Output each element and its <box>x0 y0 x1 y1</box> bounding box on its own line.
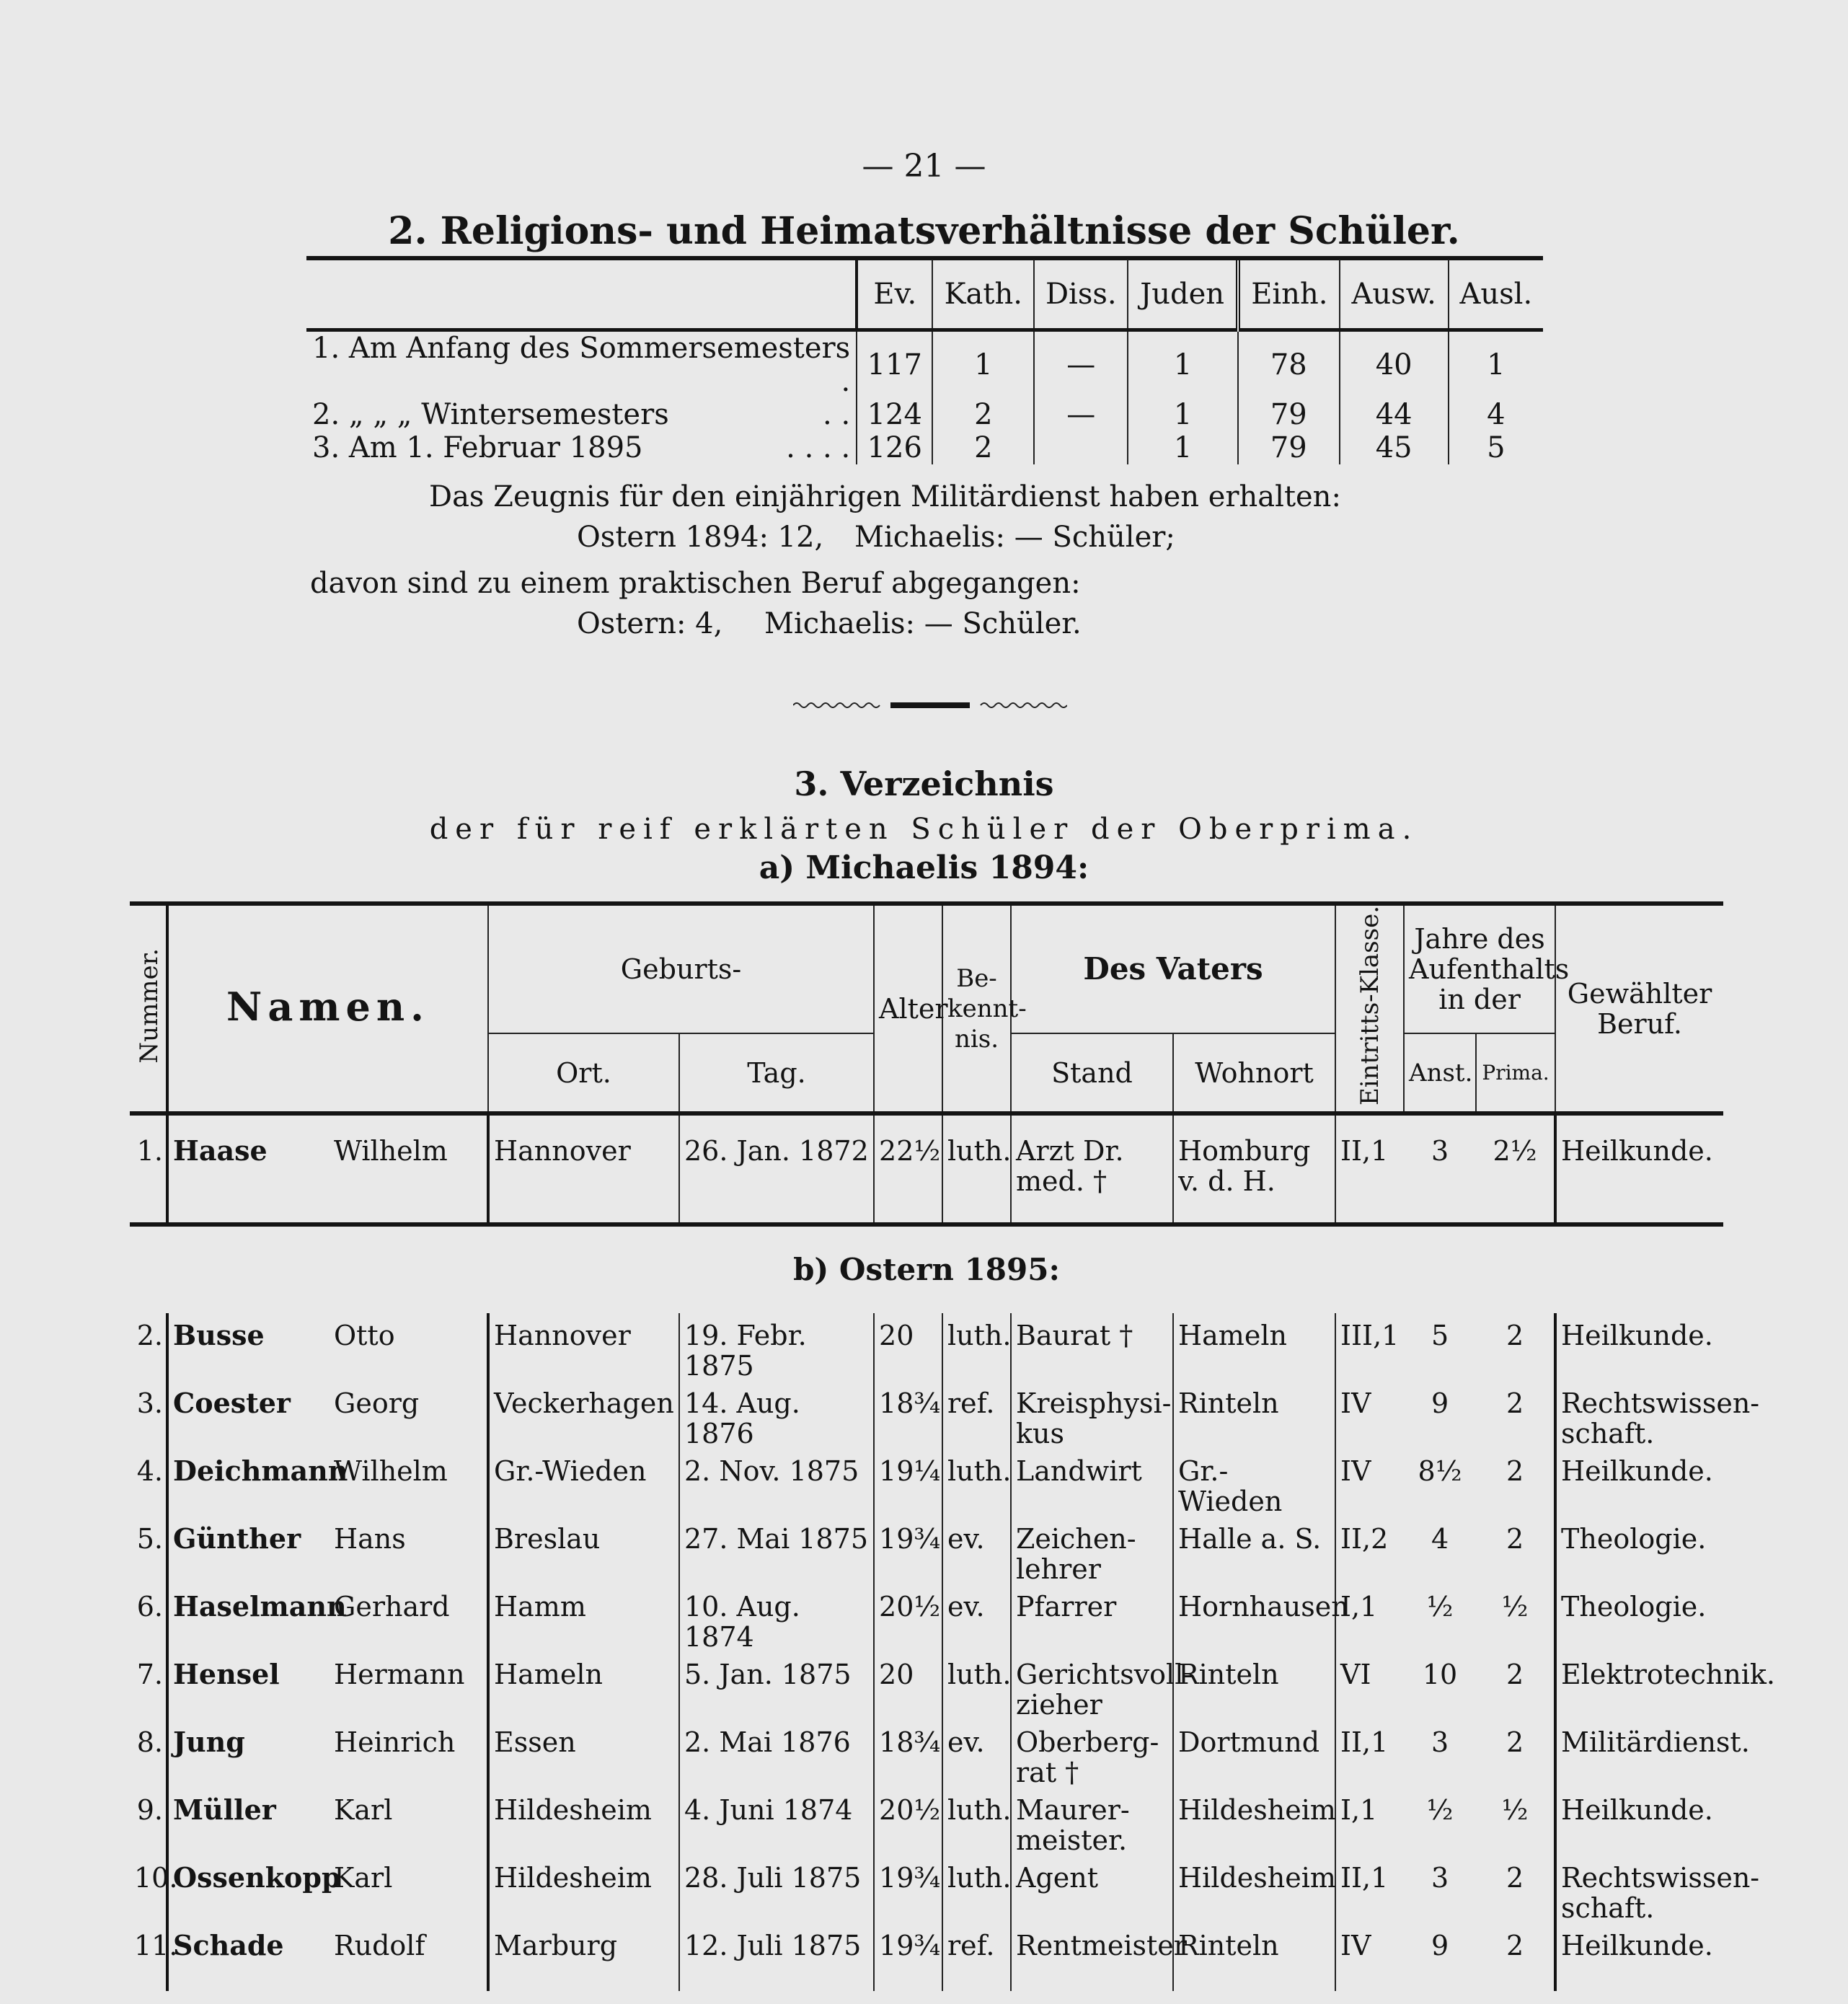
religion-cell: — <box>1034 398 1128 431</box>
student-alter: 19¼ <box>874 1449 942 1517</box>
religion-cell: 44 <box>1340 398 1449 431</box>
header-stand: Stand <box>1011 1033 1173 1113</box>
religion-cell: 126 <box>857 431 932 464</box>
col-diss: Diss. <box>1034 260 1128 330</box>
student-alter: 19¾ <box>874 1923 942 1991</box>
student-anst: 8½ <box>1418 1455 1462 1488</box>
student-row <box>130 1584 1723 1652</box>
col-ausw: Ausw. <box>1340 260 1449 330</box>
religion-table-corner <box>306 260 857 330</box>
religion-cell <box>1034 431 1128 464</box>
student-row <box>130 1313 1723 1381</box>
student-beruf: Heilkunde. <box>1555 1923 1723 1991</box>
student-name: Jung <box>167 1720 330 1788</box>
student-stand: Gerichtsvoll-zieher <box>1011 1652 1173 1720</box>
row-label-text: 2. „ „ „ Wintersemesters <box>312 398 669 431</box>
student-ort: Essen <box>488 1720 679 1788</box>
student-ort: Hildesheim <box>488 1855 679 1923</box>
student-row <box>130 1517 1723 1584</box>
header-beruf: Gewählter Beruf. <box>1555 904 1723 1113</box>
col-ev: Ev. <box>857 260 932 330</box>
para-ostern-4: Ostern: 4, <box>577 607 723 640</box>
student-tag: 26. Jan. 1872 <box>679 1113 874 1224</box>
student-nr: 5. <box>136 1523 163 1555</box>
header-anst: Anst. <box>1404 1033 1476 1113</box>
student-klasse: II,1 <box>1335 1720 1404 1788</box>
student-nr: 1. <box>136 1135 163 1167</box>
student-alter: 20½ <box>874 1788 942 1855</box>
student-vorname: Wilhelm <box>334 1455 448 1488</box>
student-vorname: Karl <box>334 1794 393 1827</box>
student-anst: ½ <box>1426 1591 1454 1623</box>
student-ort: Hannover <box>488 1313 679 1381</box>
student-anst: 3 <box>1431 1726 1449 1759</box>
student-prima: ½ <box>1501 1591 1529 1623</box>
student-prima: 2 <box>1506 1387 1524 1420</box>
student-wohnort: Hameln <box>1173 1313 1335 1381</box>
student-wohnort: Dortmund <box>1173 1720 1335 1788</box>
student-stand: Rentmeister <box>1011 1923 1173 1991</box>
student-row <box>130 1923 1723 1991</box>
student-ort: Hamm <box>488 1584 679 1652</box>
student-nr: 4. <box>136 1455 163 1488</box>
student-wohnort: Hornhausen <box>1173 1584 1335 1652</box>
header-alter: Alter <box>874 904 942 1113</box>
header-jahre: Jahre des Aufenthalts in der <box>1404 904 1555 1033</box>
ornament-divider <box>793 698 1067 712</box>
religion-cell: 4 <box>1449 398 1543 431</box>
religion-cell: 5 <box>1449 431 1543 464</box>
student-vorname: Otto <box>334 1320 395 1352</box>
header-bekenntnis: Be-kennt-nis. <box>942 904 1011 1113</box>
student-stand: Kreisphysi-kus <box>1011 1381 1173 1449</box>
student-wohnort: Homburg v. d. H. <box>1173 1113 1335 1224</box>
student-bek: ev. <box>942 1720 1011 1788</box>
student-anst: 5 <box>1431 1320 1449 1352</box>
student-anst: 9 <box>1431 1930 1449 1962</box>
student-nr: 3. <box>136 1387 163 1420</box>
student-nr: 10. <box>134 1862 178 1894</box>
student-bek: luth. <box>942 1788 1011 1855</box>
student-ort: Breslau <box>488 1517 679 1584</box>
student-name: Haselmann <box>167 1584 330 1652</box>
student-klasse: I,1 <box>1335 1788 1404 1855</box>
student-tag: 28. Juli 1875 <box>679 1855 874 1923</box>
student-vorname: Gerhard <box>334 1591 450 1623</box>
student-stand: Maurer-meister. <box>1011 1788 1173 1855</box>
student-klasse: I,1 <box>1335 1584 1404 1652</box>
student-vorname: Rudolf <box>334 1930 425 1962</box>
student-prima: ½ <box>1501 1794 1529 1827</box>
student-bek: luth. <box>942 1855 1011 1923</box>
religion-cell: 117 <box>857 330 932 399</box>
student-beruf: Heilkunde. <box>1555 1449 1723 1517</box>
religion-row <box>306 431 1543 464</box>
student-beruf: Theologie. <box>1555 1517 1723 1584</box>
student-nr: 6. <box>136 1591 163 1623</box>
religion-cell: 79 <box>1238 431 1340 464</box>
student-ort: Gr.-Wieden <box>488 1449 679 1517</box>
student-anst: 10 <box>1422 1659 1458 1691</box>
religion-cell: 1 <box>1128 431 1238 464</box>
student-alter: 20 <box>874 1652 942 1720</box>
student-anst: 3 <box>1431 1135 1449 1167</box>
student-name: Schade <box>167 1923 330 1991</box>
student-wohnort: Gr.-Wieden <box>1173 1449 1335 1517</box>
student-tag: 27. Mai 1875 <box>679 1517 874 1584</box>
section3-subtitle: der für reif erklärten Schüler der Oberprima. <box>429 813 1419 846</box>
header-eintritts: Eintritts-Klasse. <box>1335 904 1404 1113</box>
header-namen: Namen. <box>167 904 488 1113</box>
student-row <box>130 1652 1723 1720</box>
student-tag: 19. Febr. 1875 <box>679 1313 874 1381</box>
student-stand: Pfarrer <box>1011 1584 1173 1652</box>
student-vorname: Hermann <box>334 1659 465 1691</box>
student-row <box>130 1855 1723 1923</box>
student-stand: Landwirt <box>1011 1449 1173 1517</box>
student-name: Ossenkopp <box>167 1855 330 1923</box>
student-name: Haase <box>167 1113 330 1224</box>
part-b-row <box>130 1224 1723 1313</box>
student-tag: 5. Jan. 1875 <box>679 1652 874 1720</box>
student-ort: Hannover <box>488 1113 679 1224</box>
student-stand: Arzt Dr. med. † <box>1011 1113 1173 1224</box>
header-wohnort: Wohnort <box>1173 1033 1335 1113</box>
header-ort: Ort. <box>488 1033 679 1113</box>
religion-cell: 45 <box>1340 431 1449 464</box>
student-klasse: VI <box>1335 1652 1404 1720</box>
student-bek: ev. <box>942 1517 1011 1584</box>
religion-row <box>306 398 1543 431</box>
religion-cell: 2 <box>932 431 1034 464</box>
student-nr: 11. <box>134 1930 178 1962</box>
student-alter: 19¾ <box>874 1517 942 1584</box>
student-tag: 2. Nov. 1875 <box>679 1449 874 1517</box>
student-name: Müller <box>167 1788 330 1855</box>
religion-cell: 40 <box>1340 330 1449 399</box>
student-name: Hensel <box>167 1652 330 1720</box>
student-anst: 9 <box>1431 1387 1449 1420</box>
para-zeugnis: Das Zeugnis für den einjährigen Militärdienst haben erhalten: <box>429 480 1341 513</box>
student-anst: ½ <box>1426 1794 1454 1827</box>
header-tag: Tag. <box>679 1033 874 1113</box>
student-row <box>130 1381 1723 1449</box>
student-bek: luth. <box>942 1449 1011 1517</box>
para-ostern-1894: Ostern 1894: 12, <box>577 521 824 554</box>
row-label-text: 1. Am Anfang des Sommersemesters <box>312 332 851 365</box>
student-wohnort: Rinteln <box>1173 1652 1335 1720</box>
section3-part-a: a) Michaelis 1894: <box>759 849 1089 886</box>
section3-title: 3. Verzeichnis <box>794 764 1054 803</box>
student-row <box>130 1720 1723 1788</box>
student-bek: luth. <box>942 1652 1011 1720</box>
header-des-vaters: Des Vaters <box>1011 904 1335 1033</box>
student-beruf: Rechtswissen-schaft. <box>1555 1381 1723 1449</box>
student-wohnort: Hildesheim <box>1173 1788 1335 1855</box>
student-klasse: II,1 <box>1335 1113 1404 1224</box>
student-nr: 8. <box>136 1726 163 1759</box>
student-wohnort: Hildesheim <box>1173 1855 1335 1923</box>
student-beruf: Elektrotechnik. <box>1555 1652 1723 1720</box>
student-row <box>130 1449 1723 1517</box>
religion-cell: 1 <box>1449 330 1543 399</box>
student-beruf: Heilkunde. <box>1555 1788 1723 1855</box>
student-stand: Oberberg-rat † <box>1011 1720 1173 1788</box>
religion-row <box>306 330 1543 399</box>
student-alter: 19¾ <box>874 1855 942 1923</box>
student-klasse: IV <box>1335 1923 1404 1991</box>
page-number: — 21 — <box>862 148 986 185</box>
student-prima: 2 <box>1506 1862 1524 1894</box>
student-prima: 2 <box>1506 1523 1524 1555</box>
student-stand: Baurat † <box>1011 1313 1173 1381</box>
student-wohnort: Halle a. S. <box>1173 1517 1335 1584</box>
student-tag: 2. Mai 1876 <box>679 1720 874 1788</box>
religion-row-label <box>306 398 857 431</box>
student-prima: 2 <box>1506 1726 1524 1759</box>
student-beruf: Militärdienst. <box>1555 1720 1723 1788</box>
row-leader-dots: . . . . <box>786 431 851 464</box>
student-anst: 3 <box>1431 1862 1449 1894</box>
row-leader-dots: . . <box>823 398 851 431</box>
student-vorname: Wilhelm <box>334 1135 448 1167</box>
section3-part-b: b) Ostern 1895: <box>130 1224 1723 1313</box>
student-nr: 7. <box>136 1659 163 1691</box>
student-klasse: II,2 <box>1335 1517 1404 1584</box>
student-ort: Marburg <box>488 1923 679 1991</box>
religion-table <box>306 260 1543 464</box>
religion-cell: 1 <box>932 330 1034 399</box>
para-michaelis-1: Michaelis: — Schüler; <box>854 521 1175 554</box>
student-row <box>130 1788 1723 1855</box>
religion-cell: — <box>1034 330 1128 399</box>
row-label-text: 3. Am 1. Februar 1895 <box>312 431 643 464</box>
student-name: Günther <box>167 1517 330 1584</box>
student-alter: 18¾ <box>874 1720 942 1788</box>
student-tag: 12. Juli 1875 <box>679 1923 874 1991</box>
student-alter: 20½ <box>874 1584 942 1652</box>
student-name: Busse <box>167 1313 330 1381</box>
student-vorname: Georg <box>334 1387 420 1420</box>
student-bek: luth. <box>942 1313 1011 1381</box>
religion-cell: 1 <box>1128 330 1238 399</box>
student-name: Coester <box>167 1381 330 1449</box>
student-bek: luth. <box>942 1113 1011 1224</box>
student-ort: Hameln <box>488 1652 679 1720</box>
student-ort: Veckerhagen <box>488 1381 679 1449</box>
student-tag: 10. Aug. 1874 <box>679 1584 874 1652</box>
student-tag: 4. Juni 1874 <box>679 1788 874 1855</box>
para-michaelis-2: Michaelis: — Schüler. <box>764 607 1082 640</box>
religion-row-label <box>306 431 857 464</box>
student-nr: 2. <box>136 1320 163 1352</box>
student-prima: 2 <box>1506 1455 1524 1488</box>
student-beruf: Theologie. <box>1555 1584 1723 1652</box>
student-alter: 18¾ <box>874 1381 942 1449</box>
para-abgegangen: davon sind zu einem praktischen Beruf abgegangen: <box>310 567 1081 600</box>
religion-row-label <box>306 330 857 399</box>
student-prima: 2 <box>1506 1659 1524 1691</box>
student-ort: Hildesheim <box>488 1788 679 1855</box>
col-ausl: Ausl. <box>1449 260 1543 330</box>
student-bek: ref. <box>942 1923 1011 1991</box>
students-table-body <box>130 1113 1775 1991</box>
student-alter: 20 <box>874 1313 942 1381</box>
header-geburts: Geburts- <box>488 904 874 1033</box>
student-stand: Zeichen-lehrer <box>1011 1517 1173 1584</box>
student-anst: 4 <box>1431 1523 1449 1555</box>
row-leader-dots: . <box>841 365 851 398</box>
religion-cell: 124 <box>857 398 932 431</box>
student-bek: ref. <box>942 1381 1011 1449</box>
col-juden: Juden <box>1128 260 1238 330</box>
student-wohnort: Rinteln <box>1173 1923 1335 1991</box>
student-beruf: Heilkunde. <box>1555 1313 1723 1381</box>
header-nummer: Nummer. <box>135 948 164 1064</box>
student-bek: ev. <box>942 1584 1011 1652</box>
header-prima: Prima. <box>1476 1033 1555 1113</box>
student-vorname: Karl <box>334 1862 393 1894</box>
student-klasse: II,1 <box>1335 1855 1404 1923</box>
student-prima: 2½ <box>1493 1135 1537 1167</box>
student-prima: 2 <box>1506 1930 1524 1962</box>
col-einh: Einh. <box>1238 260 1340 330</box>
student-beruf: Rechtswissen-schaft. <box>1555 1855 1723 1923</box>
religion-cell: 79 <box>1238 398 1340 431</box>
student-prima: 2 <box>1506 1320 1524 1352</box>
religion-table-body <box>306 330 1543 465</box>
student-vorname: Heinrich <box>334 1726 456 1759</box>
student-vorname: Hans <box>334 1523 406 1555</box>
student-klasse: IV <box>1335 1381 1404 1449</box>
student-klasse: III,1 <box>1335 1313 1404 1381</box>
students-table <box>130 901 1775 1991</box>
religion-cell: 1 <box>1128 398 1238 431</box>
student-stand: Agent <box>1011 1855 1173 1923</box>
religion-cell: 2 <box>932 398 1034 431</box>
section2-title: 2. Religions- und Heimatsverhältnisse der Schüler. <box>388 209 1460 253</box>
student-name: Deichmann <box>167 1449 330 1517</box>
student-nr: 9. <box>136 1794 163 1827</box>
student-tag: 14. Aug. 1876 <box>679 1381 874 1449</box>
student-row <box>130 1113 1723 1224</box>
religion-cell: 78 <box>1238 330 1340 399</box>
student-alter: 22½ <box>874 1113 942 1224</box>
student-wohnort: Rinteln <box>1173 1381 1335 1449</box>
col-kath: Kath. <box>932 260 1034 330</box>
student-beruf: Heilkunde. <box>1555 1113 1723 1224</box>
student-klasse: IV <box>1335 1449 1404 1517</box>
